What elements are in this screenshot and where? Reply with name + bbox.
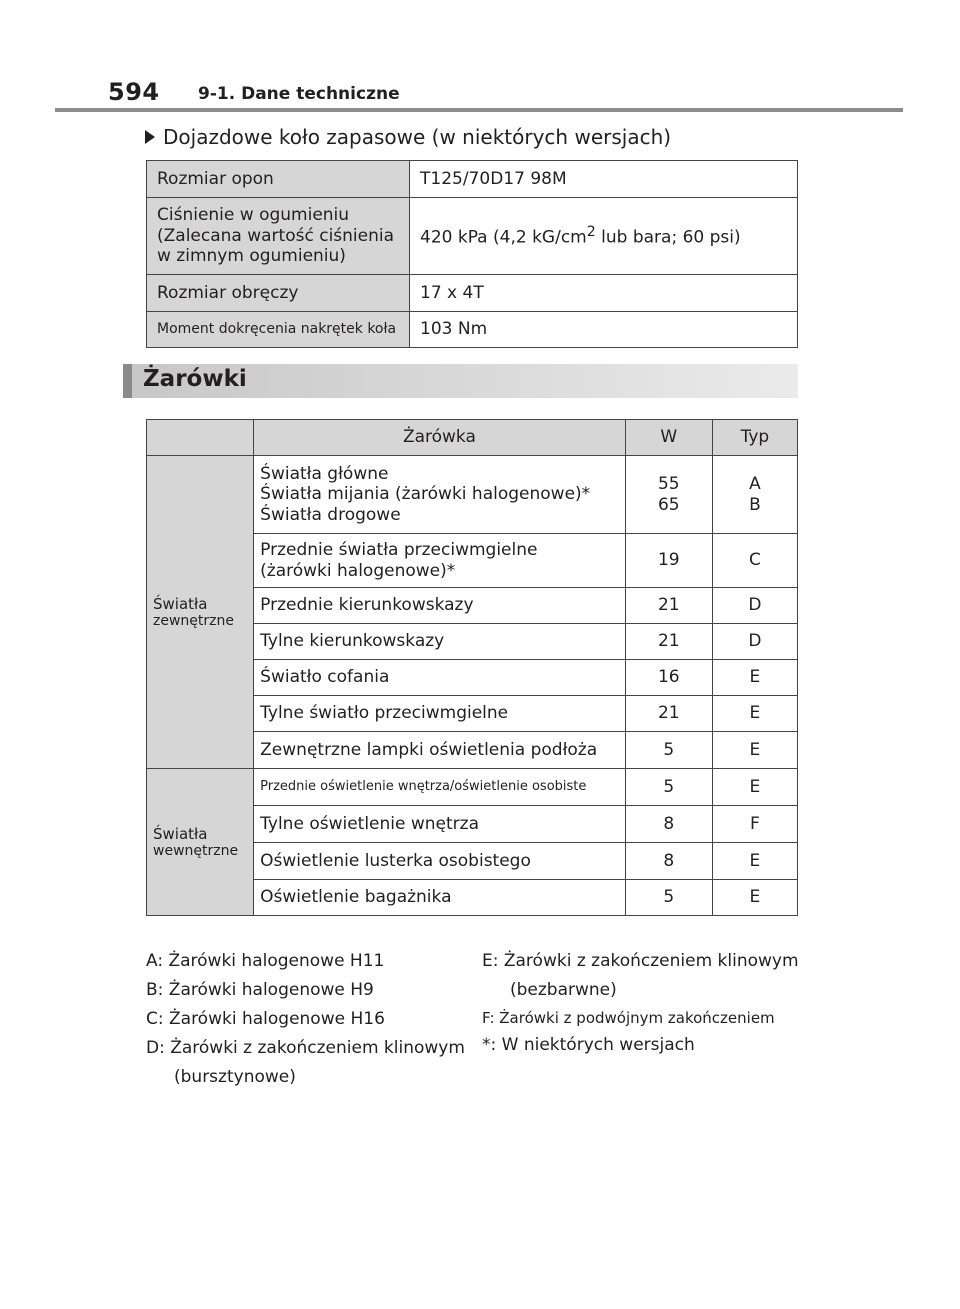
spec-label-line: Ciśnienie w ogumieniu [157, 205, 350, 226]
spare-tire-heading [145, 125, 671, 149]
bulb-watts [625, 456, 712, 534]
table-row [147, 198, 798, 275]
bulbs-table [146, 419, 798, 916]
bulb-watts: 21 [625, 588, 712, 624]
spec-value: T125/70D17 98M [410, 161, 798, 198]
note-item: *: W niektórych wersjach [482, 1035, 695, 1056]
bulb-type: D [712, 588, 797, 624]
bulb-type: E [712, 843, 797, 880]
note-text: D: Żarówki z zakończeniem klinowym [146, 1037, 465, 1058]
category-line: wewnętrzne [153, 842, 239, 859]
bulb-name: Oświetlenie bagażnika [254, 880, 626, 916]
bulb-watts: 5 [625, 880, 712, 916]
category-interior [147, 769, 254, 916]
spec-label-line: (Zalecana wartość ciśnienia [157, 225, 395, 246]
bulb-name: Tylne kierunkowskazy [254, 624, 626, 660]
triangle-bullet-icon [145, 130, 155, 144]
bulb-name: Tylne światło przeciwmgielne [254, 696, 626, 732]
note-continuation: (bursztynowe) [174, 1066, 296, 1087]
pressure-value: 420 kPa (4,2 kG/cm [420, 227, 587, 248]
bulb-name-line: Światła główne [260, 463, 389, 484]
bulb-name-line: Światła mijania (żarówki halogenowe)* [260, 484, 591, 505]
note-item: C: Żarówki halogenowe H16 [146, 1008, 385, 1029]
bulb-name-line: (żarówki halogenowe)* [260, 560, 456, 581]
spec-value: 103 Nm [410, 312, 798, 348]
bulb-type: E [712, 732, 797, 769]
spec-label: Rozmiar obręczy [147, 275, 410, 312]
header-cell: Żarówka [254, 420, 626, 456]
bulb-watts: 8 [625, 806, 712, 843]
table-row [147, 312, 798, 348]
category-line: Światła [153, 594, 208, 613]
bulb-name [254, 456, 626, 534]
bulb-name [254, 534, 626, 588]
bulb-name: Przednie kierunkowskazy [254, 588, 626, 624]
bulb-type: E [712, 769, 797, 806]
bulb-watts: 21 [625, 624, 712, 660]
spare-tire-heading-text: Dojazdowe koło zapasowe (w niektórych wersjach) [163, 125, 672, 149]
bulbs-section-band [123, 364, 798, 398]
watts-line: 55 [657, 474, 680, 495]
bulb-name: Zewnętrzne lampki oświetlenia podłoża [254, 732, 626, 769]
type-line: B [749, 494, 761, 515]
spec-label-line: w zimnym ogumieniu) [157, 246, 346, 267]
note-continuation: (bezbarwne) [510, 979, 617, 1000]
table-row [147, 275, 798, 312]
bulb-watts: 16 [625, 660, 712, 696]
bulbs-section-title: Żarówki [143, 366, 247, 392]
table-row [147, 769, 798, 806]
section-title: 9-1. Dane techniczne [198, 84, 400, 104]
notes-right [482, 950, 802, 1063]
spec-value: 17 x 4T [410, 275, 798, 312]
bulb-type: D [712, 624, 797, 660]
note-item [146, 1037, 466, 1089]
note-text: E: Żarówki z zakończeniem klinowym [482, 951, 799, 971]
spec-label [147, 198, 410, 275]
bulb-name: Przednie oświetlenie wnętrza/oświetlenie osobiste [254, 769, 626, 806]
spec-value [410, 198, 798, 275]
bulb-watts: 21 [625, 696, 712, 732]
category-exterior [147, 456, 254, 769]
bulb-type: E [712, 660, 797, 696]
bulb-name: Światło cofania [254, 660, 626, 696]
category-line: zewnętrzne [153, 612, 234, 629]
pressure-value-rest: lub bara; 60 psi) [595, 227, 741, 248]
note-item: A: Żarówki halogenowe H11 [146, 951, 385, 971]
note-item: F: Żarówki z podwójnym zakończeniem [482, 1008, 775, 1027]
header-cell: W [625, 420, 712, 456]
superscript: 2 [586, 223, 596, 240]
note-item [482, 950, 802, 1002]
bulb-name: Oświetlenie lusterka osobistego [254, 843, 626, 880]
header-cell: Typ [712, 420, 797, 456]
bulb-name-line: Światła drogowe [260, 504, 401, 525]
page-header [0, 0, 960, 112]
bulb-name-line: Przednie światła przeciwmgielne [260, 540, 538, 561]
bulb-watts: 8 [625, 843, 712, 880]
category-line: Światła [153, 824, 208, 843]
header-cell-empty [147, 420, 254, 456]
watts-line: 65 [657, 494, 680, 515]
spec-label: Rozmiar opon [147, 161, 410, 198]
bulb-type: F [712, 806, 797, 843]
type-line: A [749, 474, 761, 495]
note-item: B: Żarówki halogenowe H9 [146, 979, 374, 1000]
bulb-type [712, 456, 797, 534]
table-header-row [147, 420, 798, 456]
bulb-name: Tylne oświetlenie wnętrza [254, 806, 626, 843]
table-row [147, 161, 798, 198]
bulb-type: C [712, 534, 797, 588]
bulb-watts: 19 [625, 534, 712, 588]
bulb-watts: 5 [625, 769, 712, 806]
spec-label: Moment dokręcenia nakrętek koła [147, 312, 410, 348]
bulb-type: E [712, 696, 797, 732]
band-accent [123, 364, 132, 398]
spare-tire-table [146, 160, 798, 348]
table-row [147, 456, 798, 534]
bulb-watts: 5 [625, 732, 712, 769]
page-number: 594 [108, 78, 160, 106]
bulb-type: E [712, 880, 797, 916]
notes-left [146, 950, 466, 1095]
header-rule [55, 108, 903, 112]
